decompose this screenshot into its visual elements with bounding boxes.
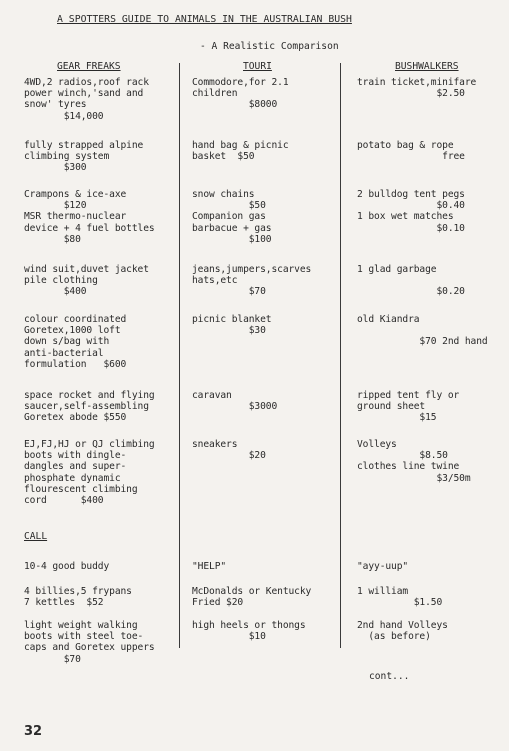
bushwalker-cell: ripped tent fly or ground sheet $15 bbox=[357, 390, 460, 424]
touri-cell: high heels or thongs $10 bbox=[192, 620, 306, 643]
bushwalker-cell: Volleys $8.50 clothes line twine $3/50m bbox=[357, 439, 471, 484]
touri-cell: hand bag & picnic basket $50 bbox=[192, 140, 289, 163]
gear-cell: fully strapped alpine climbing system $300 bbox=[24, 140, 144, 174]
column-header-bushwalkers: BUSHWALKERS bbox=[395, 61, 459, 72]
column-header-gear-freaks: GEAR FREAKS bbox=[57, 61, 121, 72]
touri-cell: jeans,jumpers,scarves hats,etc $70 bbox=[192, 264, 312, 298]
touri-cell: snow chains $50 Companion gas barbacue + gas $100 bbox=[192, 189, 272, 245]
gear-cell: space rocket and flying saucer,self-assembling Goretex abode $550 bbox=[24, 390, 155, 424]
column-divider-right bbox=[340, 63, 341, 648]
touri-cell: McDonalds or Kentucky Fried $20 bbox=[192, 586, 312, 609]
gear-cell: colour coordinated Goretex,1000 loft down s/bag with anti-bacterial formulation $600 bbox=[24, 314, 127, 370]
gear-cell: 10-4 good buddy bbox=[24, 561, 110, 572]
gear-cell: wind suit,duvet jacket pile clothing $400 bbox=[24, 264, 149, 298]
gear-cell: 4WD,2 radios,roof rack power winch,'sand and snow' tyres $14,000 bbox=[24, 77, 149, 122]
gear-cell: light weight walking boots with steel toe- caps and Goretex uppers $70 bbox=[24, 620, 155, 665]
touri-cell: "HELP" bbox=[192, 561, 227, 572]
bushwalker-cell: old Kiandra $70 2nd hand bbox=[357, 314, 488, 348]
gear-cell: 4 billies,5 frypans 7 kettles $52 bbox=[24, 586, 132, 609]
touri-cell: Commodore,for 2.1 children $8000 bbox=[192, 77, 289, 111]
continued-note: cont... bbox=[369, 671, 410, 682]
page-number: 32 bbox=[24, 724, 43, 739]
column-divider-left bbox=[179, 63, 180, 648]
call-heading: CALL bbox=[24, 531, 48, 542]
bushwalker-cell: 1 william $1.50 bbox=[357, 586, 443, 609]
bushwalker-cell: "ayy-uup" bbox=[357, 561, 409, 572]
column-header-touri: TOURI bbox=[243, 61, 272, 72]
gear-cell: EJ,FJ,HJ or QJ climbing boots with dingle- dangles and super- phosphate dynamic flourescent climbing cord $400 bbox=[24, 439, 155, 507]
gear-cell: Crampons & ice-axe $120 MSR thermo-nuclear device + 4 fuel bottles $80 bbox=[24, 189, 155, 245]
bushwalker-cell: 2 bulldog tent pegs $0.40 1 box wet matches $0.10 bbox=[357, 189, 465, 234]
page-subtitle: - A Realistic Comparison bbox=[200, 41, 339, 52]
bushwalker-cell: 1 glad garbage $0.20 bbox=[357, 264, 465, 298]
bushwalker-cell: potato bag & rope free bbox=[357, 140, 465, 163]
page-title: A SPOTTERS GUIDE TO ANIMALS IN THE AUSTRALIAN BUSH bbox=[57, 14, 352, 25]
touri-cell: sneakers $20 bbox=[192, 439, 266, 462]
bushwalker-cell: train ticket,minifare $2.50 bbox=[357, 77, 477, 100]
touri-cell: picnic blanket $30 bbox=[192, 314, 272, 337]
touri-cell: caravan $3000 bbox=[192, 390, 278, 413]
bushwalker-cell: 2nd hand Volleys (as before) bbox=[357, 620, 448, 643]
